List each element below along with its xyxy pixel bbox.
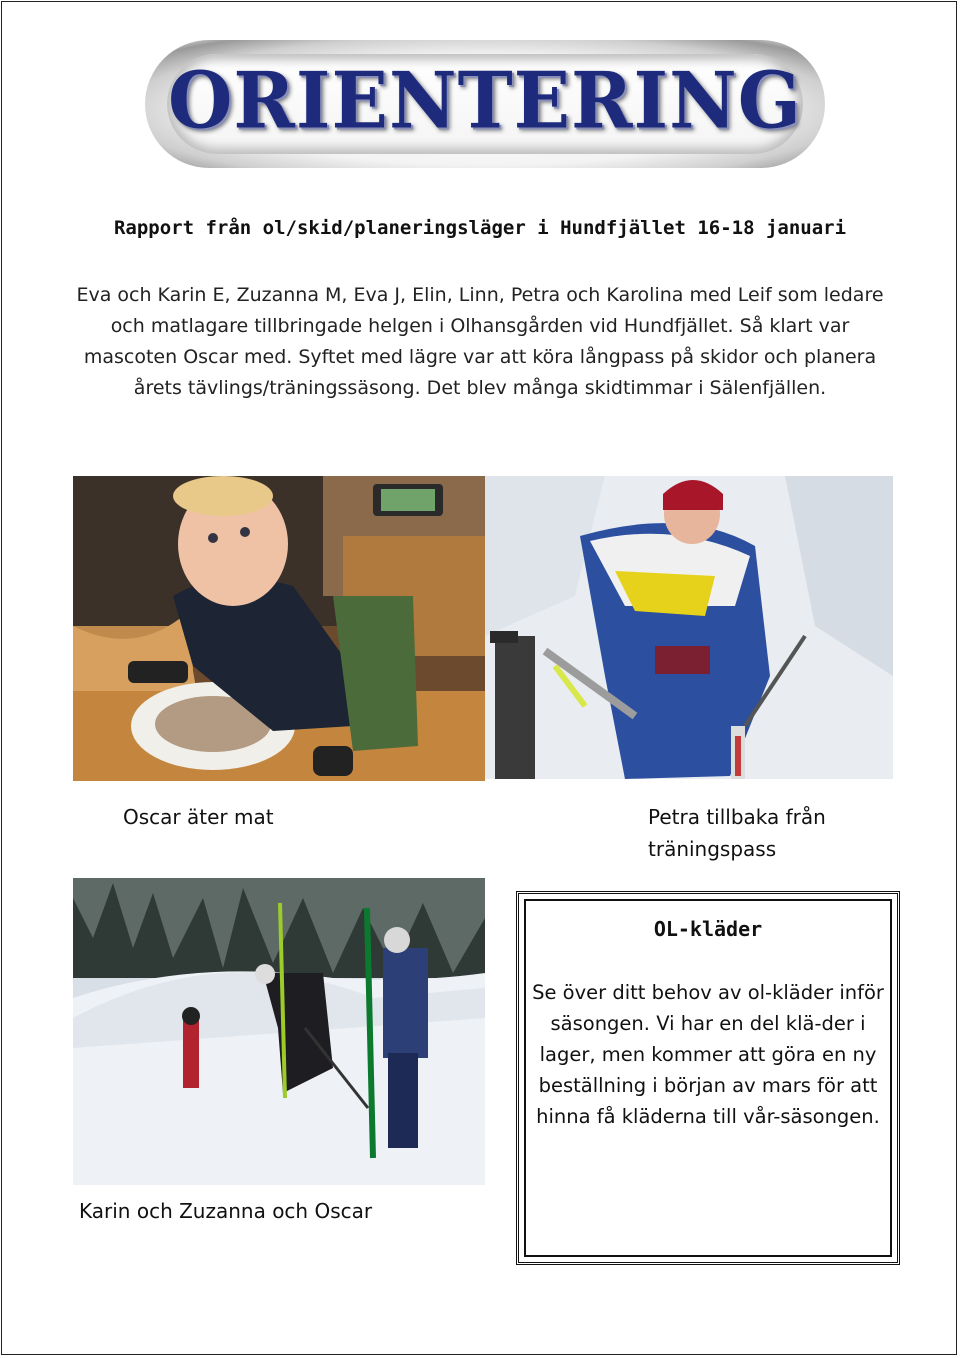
ol-box-inner-frame (524, 899, 892, 1257)
ol-box-heading: OL-kläder (653, 917, 763, 941)
ol-box-body: Se över ditt behov av ol-kläder inför säsongen. Vi har en del klä-der i lager, men kommer att göra en ny beställning i början av mars för att hinna få kläderna till vår-säsongen. (532, 981, 884, 1128)
ol-clothes-box (516, 891, 900, 1265)
intro-paragraph: Eva och Karin E, Zuzanna M, Eva J, Elin, Linn, Petra och Karolina med Leif som ledare och matlagare tillbringade helgen i Olhansgården vid Hundfjället. Så klart var mascoten Oscar med. Syftet med lägre var att köra långpass på skidor och planera årets tävlings/träningssäsong. Det blev många skidtimmar i Sälenfjällen. (76, 284, 884, 399)
report-title: Rapport från ol/skid/planeringsläger i Hundfjället 16-18 januari (113, 217, 847, 239)
orientering-banner (145, 40, 825, 168)
caption-oscar-eating: Oscar äter mat (123, 805, 274, 829)
caption-petra: Petra tillbaka från träningspass (648, 805, 826, 861)
caption-karin-zuzanna-oscar: Karin och Zuzanna och Oscar (79, 1199, 373, 1223)
photo-karin-zuzanna-oscar (73, 878, 485, 1185)
photo-petra-skiing (485, 476, 893, 779)
photo-oscar-eating (73, 476, 485, 781)
banner-title: ORIENTERING (167, 55, 803, 147)
